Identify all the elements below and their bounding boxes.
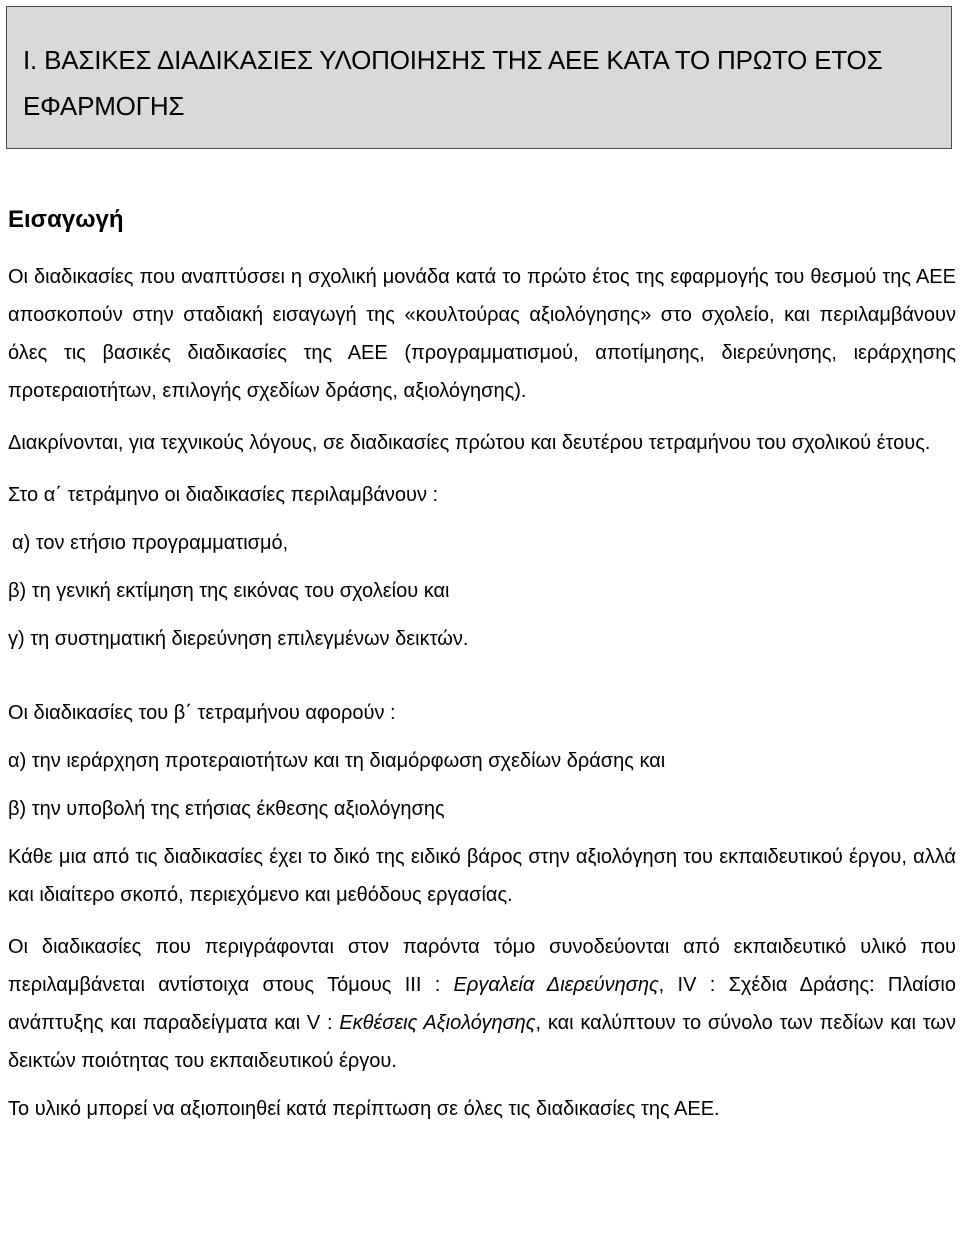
first-term-item-b: β) τη γενική εκτίμηση της εικόνας του σχολείου και — [8, 580, 450, 602]
accompany-text-2: , IV : Σχέδια Δράσης: Πλαίσιο ανάπτυξης και παραδείγματα και V : — [8, 974, 956, 1034]
section-heading: Εισαγωγή — [8, 206, 124, 233]
weight-paragraph: Κάθε μια από τις διαδικασίες έχει το δικό της ειδικό βάρος στην αξιολόγηση του εκπαιδευτικού έργου, αλλά και ιδιαίτερο σκοπό, περιεχόμενο και μεθόδους εργασίας. — [8, 846, 956, 906]
closing-paragraph: Το υλικό μπορεί να αξιοποιηθεί κατά περίπτωση σε όλες τις διαδικασίες της ΑΕΕ. — [8, 1098, 720, 1120]
distinction-paragraph: Διακρίνονται, για τεχνικούς λόγους, σε διαδικασίες πρώτου και δευτέρου τετραμήνου του σχολικού έτους. — [8, 432, 931, 454]
title-box — [6, 6, 952, 149]
volume-5-title: Εκθέσεις Αξιολόγησης — [339, 1012, 536, 1034]
accompany-paragraph — [8, 928, 956, 1080]
first-term-item-c: γ) τη συστηματική διερεύνηση επιλεγμένων δεικτών. — [8, 628, 469, 650]
first-term-lead: Στο α΄ τετράμηνο οι διαδικασίες περιλαμβάνουν : — [8, 484, 439, 506]
page-title: I. ΒΑΣΙΚΕΣ ΔΙΑΔΙΚΑΣΙΕΣ ΥΛΟΠΟΙΗΣΗΣ ΤΗΣ ΑΕΕ ΚΑΤΑ ΤΟ ΠΡΩΤΟ ΕΤΟΣ ΕΦΑΡΜΟΓΗΣ — [23, 45, 883, 121]
second-term-lead: Οι διαδικασίες του β΄ τετραμήνου αφορούν : — [8, 702, 396, 724]
second-term-item-a: α) την ιεράρχηση προτεραιοτήτων και τη διαμόρφωση σχεδίων δράσης και — [8, 750, 666, 772]
second-term-item-b: β) την υποβολή της ετήσιας έκθεσης αξιολόγησης — [8, 798, 445, 820]
first-term-item-a: α) τον ετήσιο προγραμματισμό, — [12, 532, 289, 554]
accompany-text-3: , και καλύπτουν το σύνολο των πεδίων και των δεικτών ποιότητας του εκπαιδευτικού έργου. — [8, 1012, 956, 1072]
intro-paragraph: Οι διαδικασίες που αναπτύσσει η σχολική μονάδα κατά το πρώτο έτος της εφαρμογής του θεσμού της ΑΕΕ αποσκοπούν στην σταδιακή εισαγωγή της «κουλτούρας αξιολόγησης» στο σχολείο, και περιλαμβάνουν όλες τις βασικές διαδικασίες της ΑΕΕ (προγραμματισμού, αποτίμησης, διερεύνησης, ιεράρχησης προτεραιοτήτων, επιλογής σχεδίων δράσης, αξιολόγησης). — [8, 266, 956, 402]
accompany-text-1: Οι διαδικασίες που περιγράφονται στον παρόντα τόμο συνοδεύονται από εκπαιδευτικό υλικό που περιλαμβάνεται αντίστοιχα στους Τόμους III : — [8, 936, 956, 996]
volume-3-title: Εργαλεία Διερεύνησης — [453, 974, 659, 996]
document-body — [8, 204, 956, 1128]
